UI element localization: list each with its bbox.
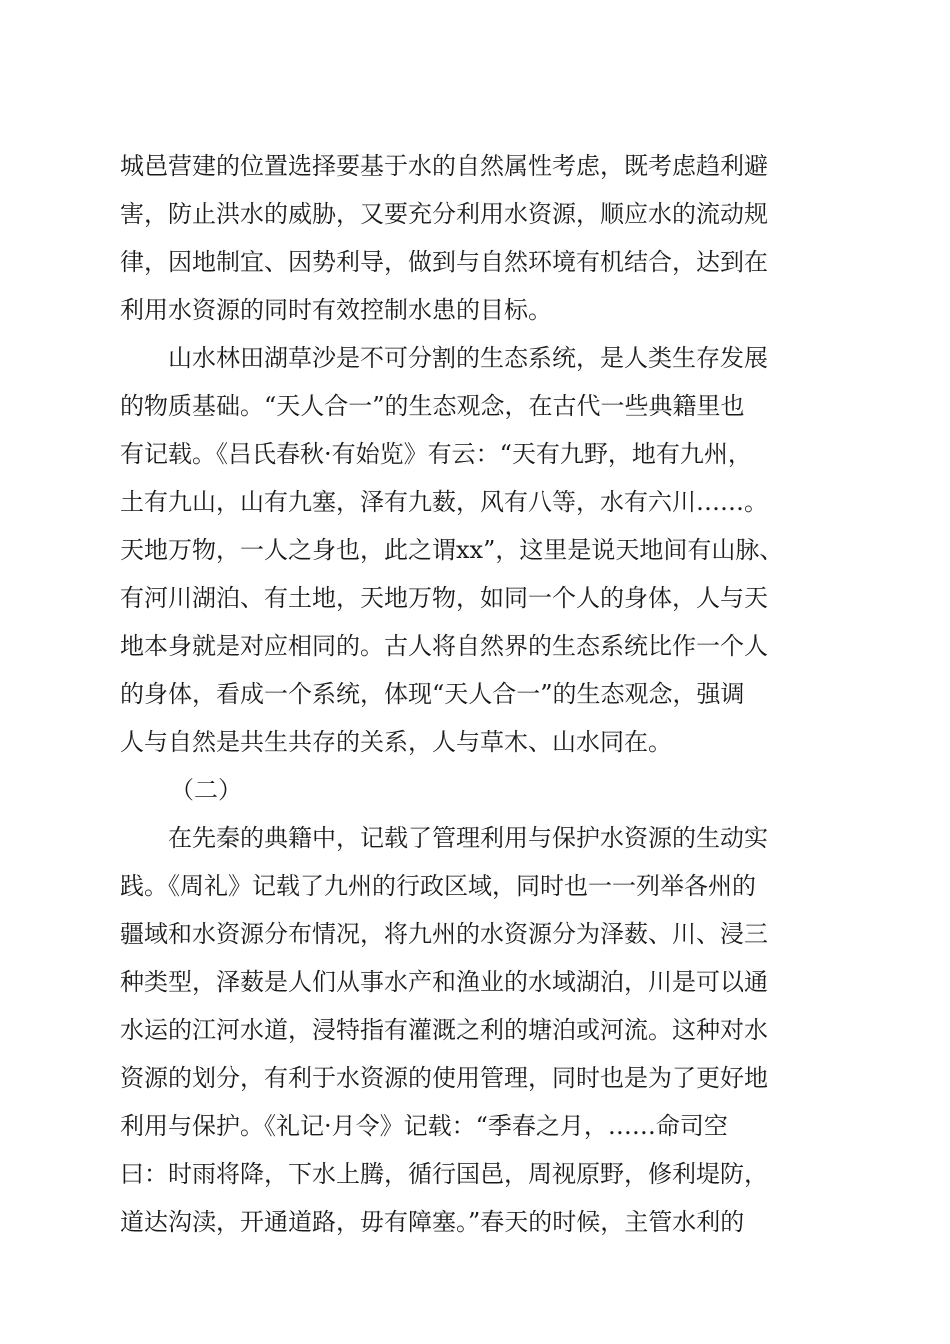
text-line: 律，因地制宜、因势利导，做到与自然环境有机结合，达到在 [120, 248, 768, 276]
text-line: 的身体，看成一个系统，体现“天人合一”的生态观念，强调 [120, 680, 745, 708]
document-body [120, 142, 832, 1246]
text-line: 的物质基础。“天人合一”的生态观念，在古代一些典籍里也 [120, 392, 745, 420]
paragraph-city-siting [120, 142, 832, 334]
text-line: 地本身就是对应相同的。古人将自然界的生态系统比作一个人 [120, 632, 768, 660]
paragraph-pre-qin-classics [120, 814, 832, 1246]
text-line: 有记载。《吕氏春秋·有始览》有云：“天有九野，地有九州， [120, 440, 752, 468]
text-line: 人与自然是共生共存的关系，人与草木、山水同在。 [120, 728, 672, 756]
text-line: 利用水资源的同时有效控制水患的目标。 [120, 296, 552, 324]
text-line: 资源的划分，有利于水资源的使用管理，同时也是为了更好地 [120, 1064, 768, 1092]
text-line: 城邑营建的位置选择要基于水的自然属性考虑，既考虑趋利避 [120, 152, 768, 180]
text-line: 利用与保护。《礼记·月令》记载：“季春之月，……命司空 [120, 1112, 728, 1140]
text-line: 山水林田湖草沙是不可分割的生态系统，是人类生存发展 [168, 344, 768, 372]
text-line: 水运的江河水道，浸特指有灌溉之利的塘泊或河流。这种对水 [120, 1016, 768, 1044]
text-line: 曰：时雨将降，下水上腾，循行国邑，周视原野，修利堤防， [120, 1160, 768, 1188]
text-line: 疆域和水资源分布情况，将九州的水资源分为泽薮、川、浸三 [120, 920, 768, 948]
text-line: 害，防止洪水的威胁，又要充分利用水资源，顺应水的流动规 [120, 200, 768, 228]
text-line: 践。《周礼》记载了九州的行政区域，同时也一一列举各州的 [120, 872, 756, 900]
section-number: （二） [170, 776, 242, 804]
section-heading [120, 766, 832, 814]
text-line: 道达沟渎，开通道路，毋有障塞。”春天的时候，主管水利的 [120, 1208, 745, 1236]
text-line: 有河川湖泊、有土地，天地万物，如同一个人的身体，人与天 [120, 584, 768, 612]
paragraph-ecosystem [120, 334, 832, 766]
text-line: 种类型，泽薮是人们从事水产和渔业的水域湖泊，川是可以通 [120, 968, 768, 996]
text-line: 土有九山，山有九塞，泽有九薮，风有八等，水有六川……。 [120, 488, 768, 516]
text-line: 在先秦的典籍中，记载了管理利用与保护水资源的生动实 [168, 824, 768, 852]
text-line: 天地万物，一人之身也，此之谓xx”，这里是说天地间有山脉、 [120, 536, 784, 564]
